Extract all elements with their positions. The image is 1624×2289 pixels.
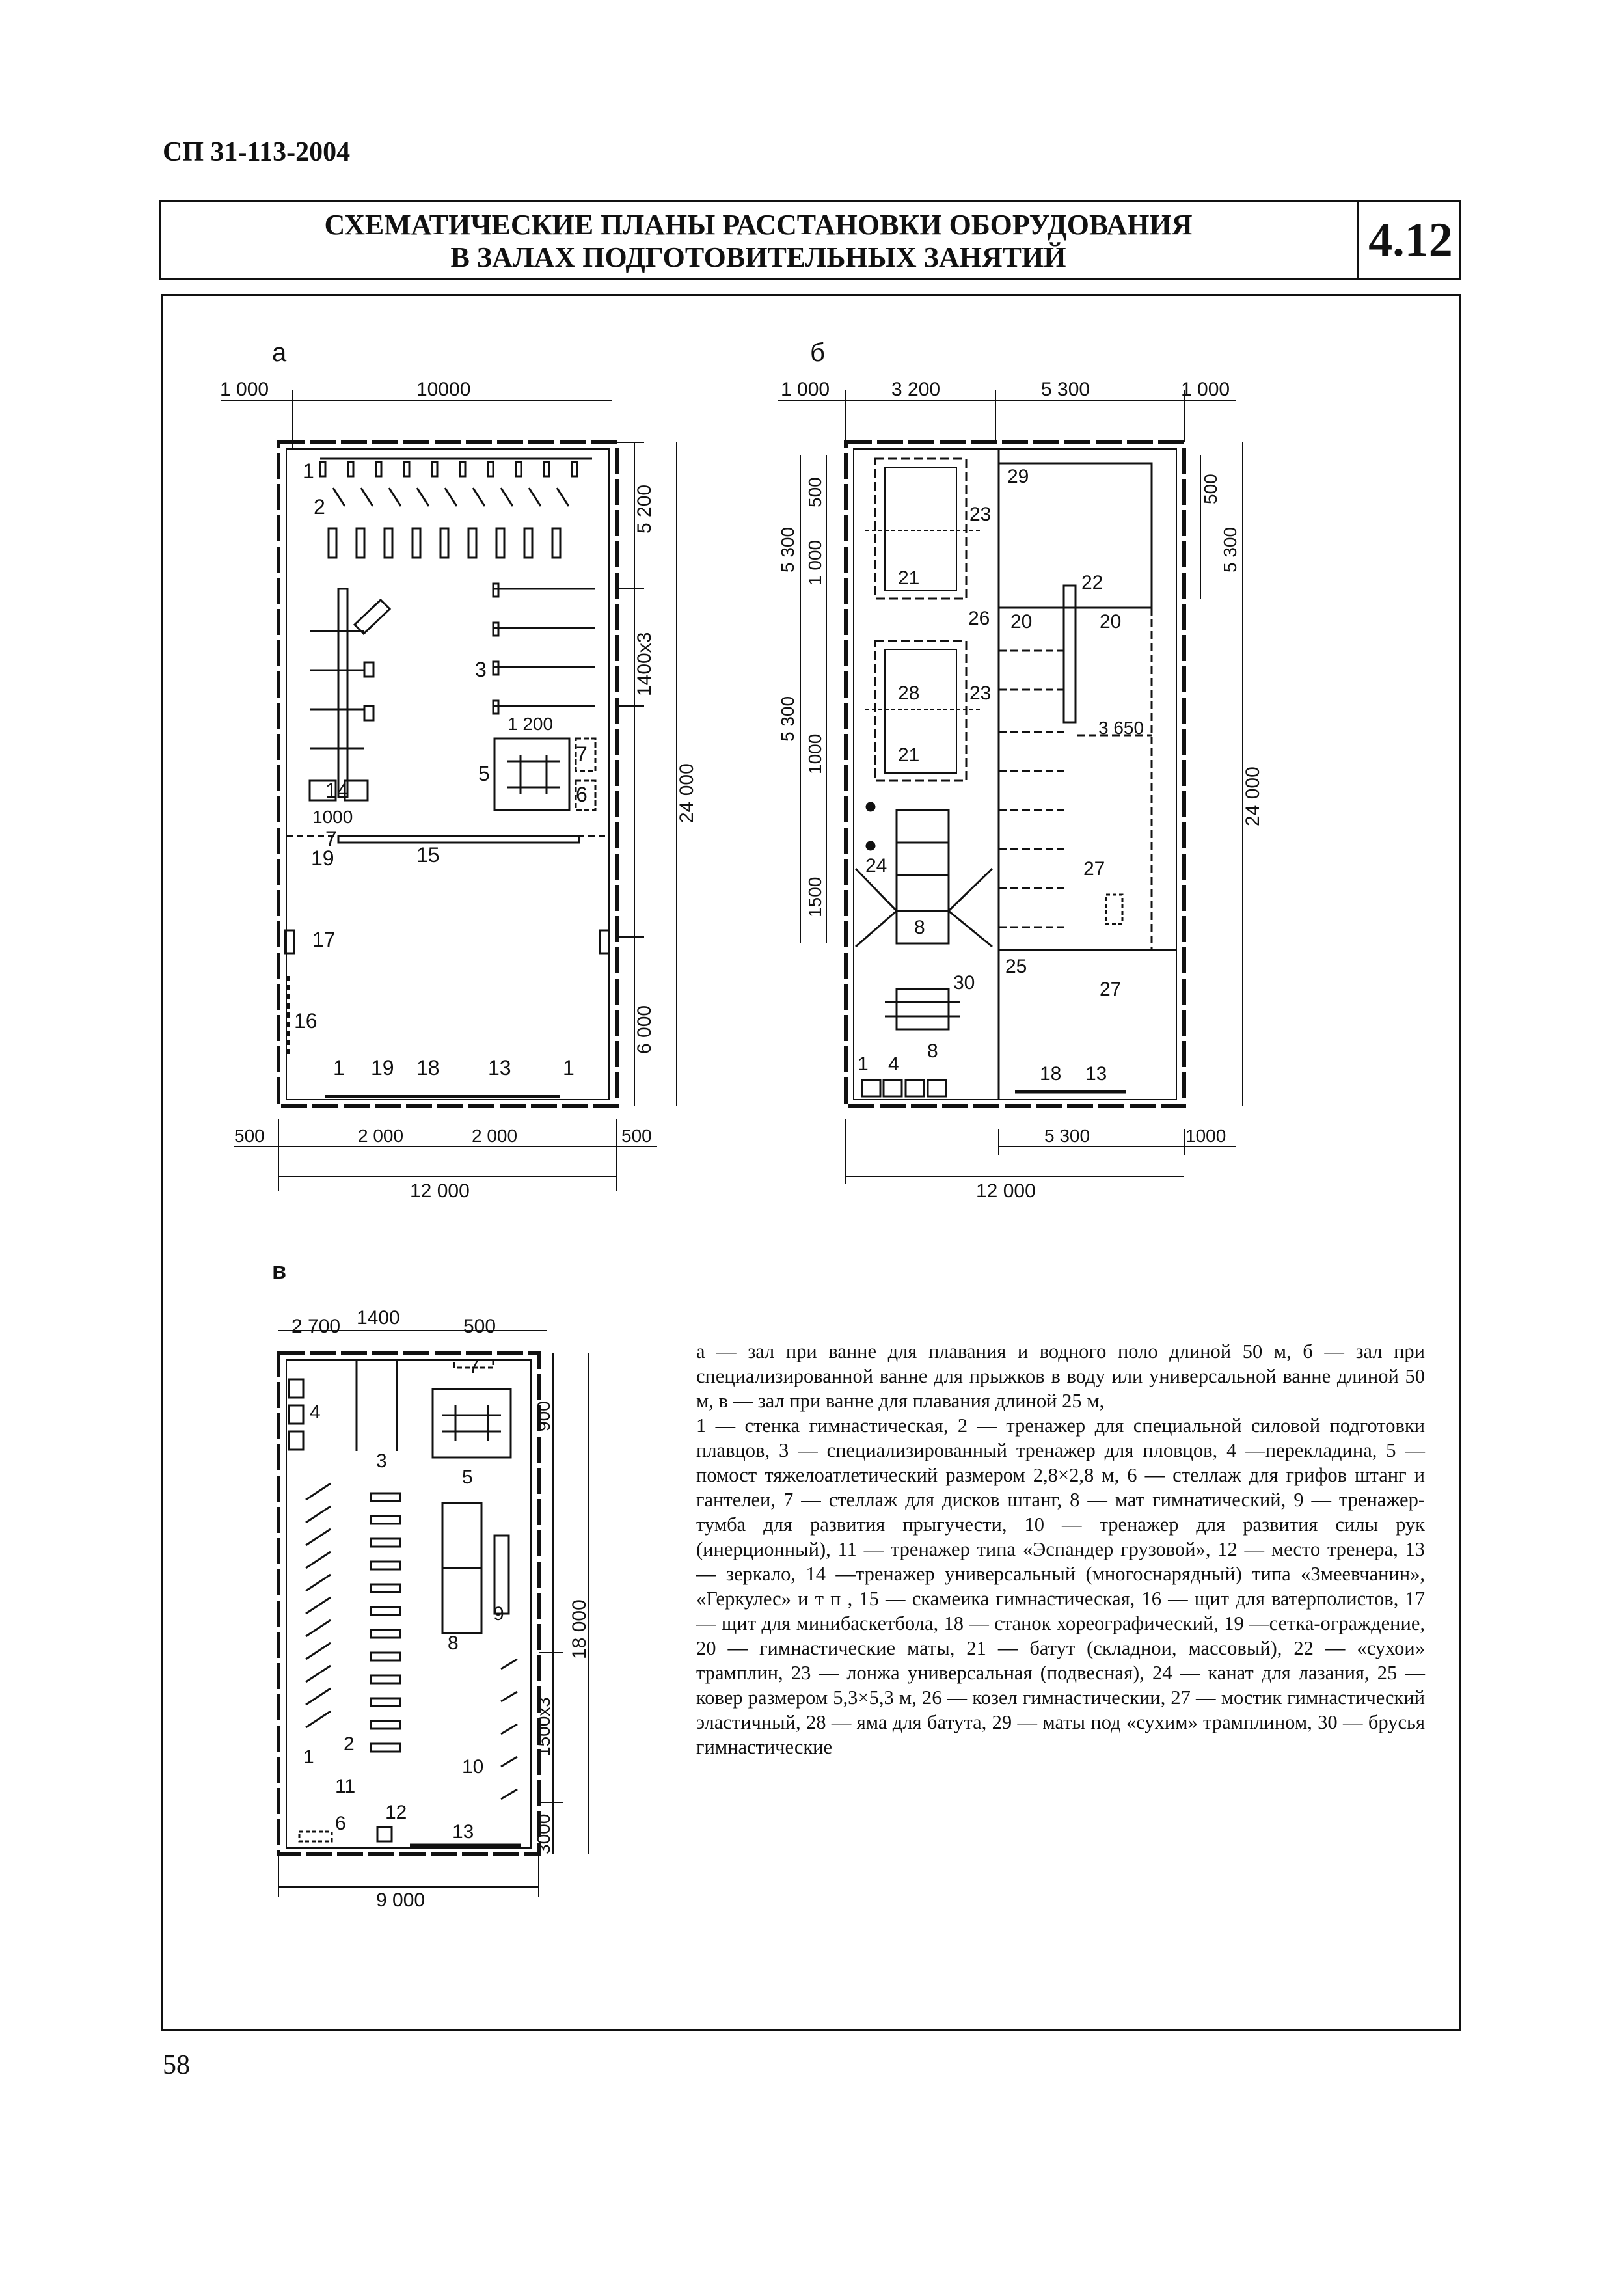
plan-v-dim-top-3: 500 [463,1316,496,1337]
title-line-2: В ЗАЛАХ ПОДГОТОВИТЕЛЬНЫХ ЗАНЯТИЙ [450,241,1066,273]
plan-a-item: 6 [576,783,588,806]
plan-b-item: 21 [898,744,920,766]
plan-v-arm-trainers [501,1659,517,1799]
plan-b-dim-left-4: 5 300 [778,696,798,742]
plan-a-dim-right-1: 5 200 [634,484,655,534]
legend-plans: а — зал при ванне для плавания и водного поло длиной 50 м, б — зал при специализированной ванне для прыжков в воду или универсальной ванне длиной 50 м, в — зал при ванне для плавания длиной 25 м, [696,1340,1425,1412]
title-line-1: СХЕМАТИЧЕСКИЕ ПЛАНЫ РАССТАНОВКИ ОБОРУДОВАНИЯ [324,209,1193,241]
plan-a-item: 2 [314,495,325,519]
plan-b-item: 28 [898,683,920,704]
plan-b-item: 18 [1040,1063,1062,1085]
plan-b-dim-right-2: 5 300 [1220,526,1240,573]
plan-b-item: 24 [865,855,887,876]
plan-b-dim-top-2: 3 200 [891,379,941,400]
plan-v-trainers [306,1483,400,1752]
document-code: СП 31-113-2004 [163,137,351,167]
plan-a-dim-bottom-1: 500 [234,1126,265,1146]
plan-a-dim-right-total: 24 000 [676,763,697,823]
plan-b-dim-left-1: 5 300 [778,526,798,573]
plan-v-jump-box [494,1536,509,1614]
plan-b-item: 21 [898,567,920,589]
plan-a-label: а [272,338,287,367]
plan-b-dry-spring [1064,586,1076,722]
plan-b-item: 23 [969,683,992,704]
plan-a-item: 16 [294,1009,318,1033]
plan-a-dim-right-3: 6 000 [634,1005,655,1054]
plan-v-item: 3 [376,1450,387,1472]
plan-v-dim-bottom-total: 9 000 [376,1889,426,1911]
plan-b-item: 30 [953,972,975,994]
plan-b-dim-top-3: 5 300 [1041,379,1090,400]
plan-a-item: 13 [488,1056,511,1079]
plan-b-dim-top-1: 1 000 [781,379,830,400]
plan-a-dim-bottom-total: 12 000 [410,1180,470,1202]
plan-v-dim-top-1: 2 700 [291,1316,341,1337]
plan-a-item: 1 [303,459,314,483]
plan-b-item: 29 [1007,466,1029,487]
plan-a-trainers [329,488,569,558]
plan-a-swim-trainers [493,584,595,714]
plan-v-platform [433,1389,511,1457]
plan-v-item: 12 [385,1802,407,1823]
plan-v-item: 6 [335,1813,346,1834]
plan-v-dim-right-1: 900 [534,1401,554,1431]
plan-a-item: 1 [563,1056,575,1079]
plan-b-item: 23 [969,504,992,525]
plan-b-item: 25 [1005,956,1027,977]
plan-v-item: 5 [462,1467,473,1488]
plan-b-dim-bottom-total: 12 000 [976,1180,1036,1202]
plan-b-dim-bottom-1: 5 300 [1044,1126,1090,1146]
plan-a-item: 18 [416,1056,440,1079]
plan-a-dim-bottom-2: 2 000 [358,1126,404,1146]
plan-v-label: в [272,1257,287,1284]
plan-a-universal-trainer [310,589,390,800]
plan-a-bench [338,836,579,843]
plan-v-dim-top-2: 1400 [357,1307,400,1329]
plan-v-item: 7 [468,1356,480,1377]
plan-b-item: 8 [914,917,925,938]
plan-b-dim-left-3: 1 000 [805,539,825,586]
plan-a-dim-top-main: 10000 [416,379,471,400]
plan-b-item: 27 [1100,979,1122,1000]
plan-b-dim-right-total: 24 000 [1242,766,1264,826]
plan-b-dim-top-4: 1 000 [1181,379,1230,400]
plan-a-dim-1000: 1000 [312,807,353,827]
plan-b-dim-inner: 3 650 [1098,718,1144,738]
plan-v-item: 10 [462,1756,484,1778]
plan-b-dim-left-6: 1500 [805,876,825,917]
plan-a-item: 19 [371,1056,394,1079]
plan-a-item: 15 [416,843,440,867]
plan-b-dim-bottom-2: 1000 [1185,1126,1226,1146]
plan-v-dim-right-total: 18 000 [569,1599,590,1659]
plan-a-dim-right-2: 1400х3 [634,632,655,696]
plan-v [272,1257,590,1911]
plan-a-item: 1 [333,1056,345,1079]
page-number: 58 [163,2050,190,2080]
section-number: 4.12 [1357,202,1463,278]
plan-b-item: 13 [1085,1063,1107,1085]
plan-b-dim-left-2: 500 [805,477,825,508]
plan-a-item: 7 [325,827,337,850]
plan-v-item: 13 [452,1821,474,1843]
plan-a-dim-bottom-4: 500 [621,1126,652,1146]
plan-b-item: 1 [858,1053,869,1075]
plan-v-item: 9 [493,1603,504,1625]
plan-b-item: 27 [1083,858,1105,880]
plan-b-item: 4 [888,1053,899,1075]
plan-a-item: 17 [312,928,336,951]
plan-b-item: 8 [927,1040,938,1062]
plan-b-label: б [810,338,825,367]
plan-b-parallel-bars [897,989,949,1029]
plan-a-basket-right [600,930,609,953]
plan-b-trampoline-1 [875,459,966,599]
plan-v-item: 4 [310,1402,321,1423]
plan-a-item: 19 [311,847,334,870]
plan-a-dim-bottom-3: 2 000 [472,1126,518,1146]
plan-a-item: 5 [478,762,490,785]
plan-b-item: 20 [1100,611,1122,632]
plan-a-dim-top-left: 1 000 [220,379,269,400]
plan-v-dim-right-3: 3000 [534,1813,554,1854]
legend-items: 1 — стенка гимнастическая, 2 — тренажер для специальной силовой подготовки плавцов, 3 — специализированный тренажер для пловцов, 4 —перекладина, 5 — помост тяжелоатлетический размером 2,8×2,8 м, 6 — стеллаж для грифов штанг и гантелеи, 7 — стеллаж для дисков штанг, 8 — мат гимнатический, 9 — тренажер-тумба для развития прыгучести, 10 — тренажер для развития силы рук (инерционный), 11 — тренажер типа «Эспандер грузовой», 12 — место тренера, 13 — зеркало, 14 —тренажер универсальный (многоснарядный) типа «Змеевчанин», «Геркулес» и т п , 15 — скамеика гимнастическая, 16 — щит для ватерполистов, 17 — щит для минибаскетбола, 18 — станок хореографический, 19 —сетка-ограждение, 20 — гимнастические маты, 21 — батут (складнои, массовый), 22 — «сухои» трамплин, 23 — лонжа универсальная (подвесная), 24 — канат для лазания, 25 — ковер размером 5,3×5,3 м, 26 — козел гимнастическии, 27 — мостик гимнастический эластичный, 28 — яма для батута, 29 — маты под «сухим» трамплином, 30 — брусья гимнастические [696,1415,1425,1758]
plan-b-item: 22 [1081,572,1103,593]
plan-v-item: 2 [344,1733,355,1755]
plan-v-item: 1 [303,1746,314,1768]
plan-b-trampoline-2 [875,641,966,781]
plan-a-item: 14 [325,779,349,802]
plan-v-dim-right-2: 1500х3 [534,1697,554,1757]
plan-b-item: 26 [968,608,990,629]
plan-v-item: 11 [335,1776,356,1797]
plan-b [778,338,1264,1202]
plan-a-item: 3 [475,658,487,681]
plan-a-item: 7 [576,742,588,766]
plan-b-dim-left-5: 1000 [805,733,825,774]
plan-a-wall-bars [320,459,592,476]
plan-b-dim-right-1: 500 [1200,474,1221,504]
plan-a-dim-1200: 1 200 [508,714,554,734]
plan-a [220,338,697,1202]
plan-v-item-labels [303,1356,504,1843]
plan-b-item: 20 [1010,611,1033,632]
plan-v-item: 8 [448,1632,459,1654]
legend [696,1339,1425,1759]
